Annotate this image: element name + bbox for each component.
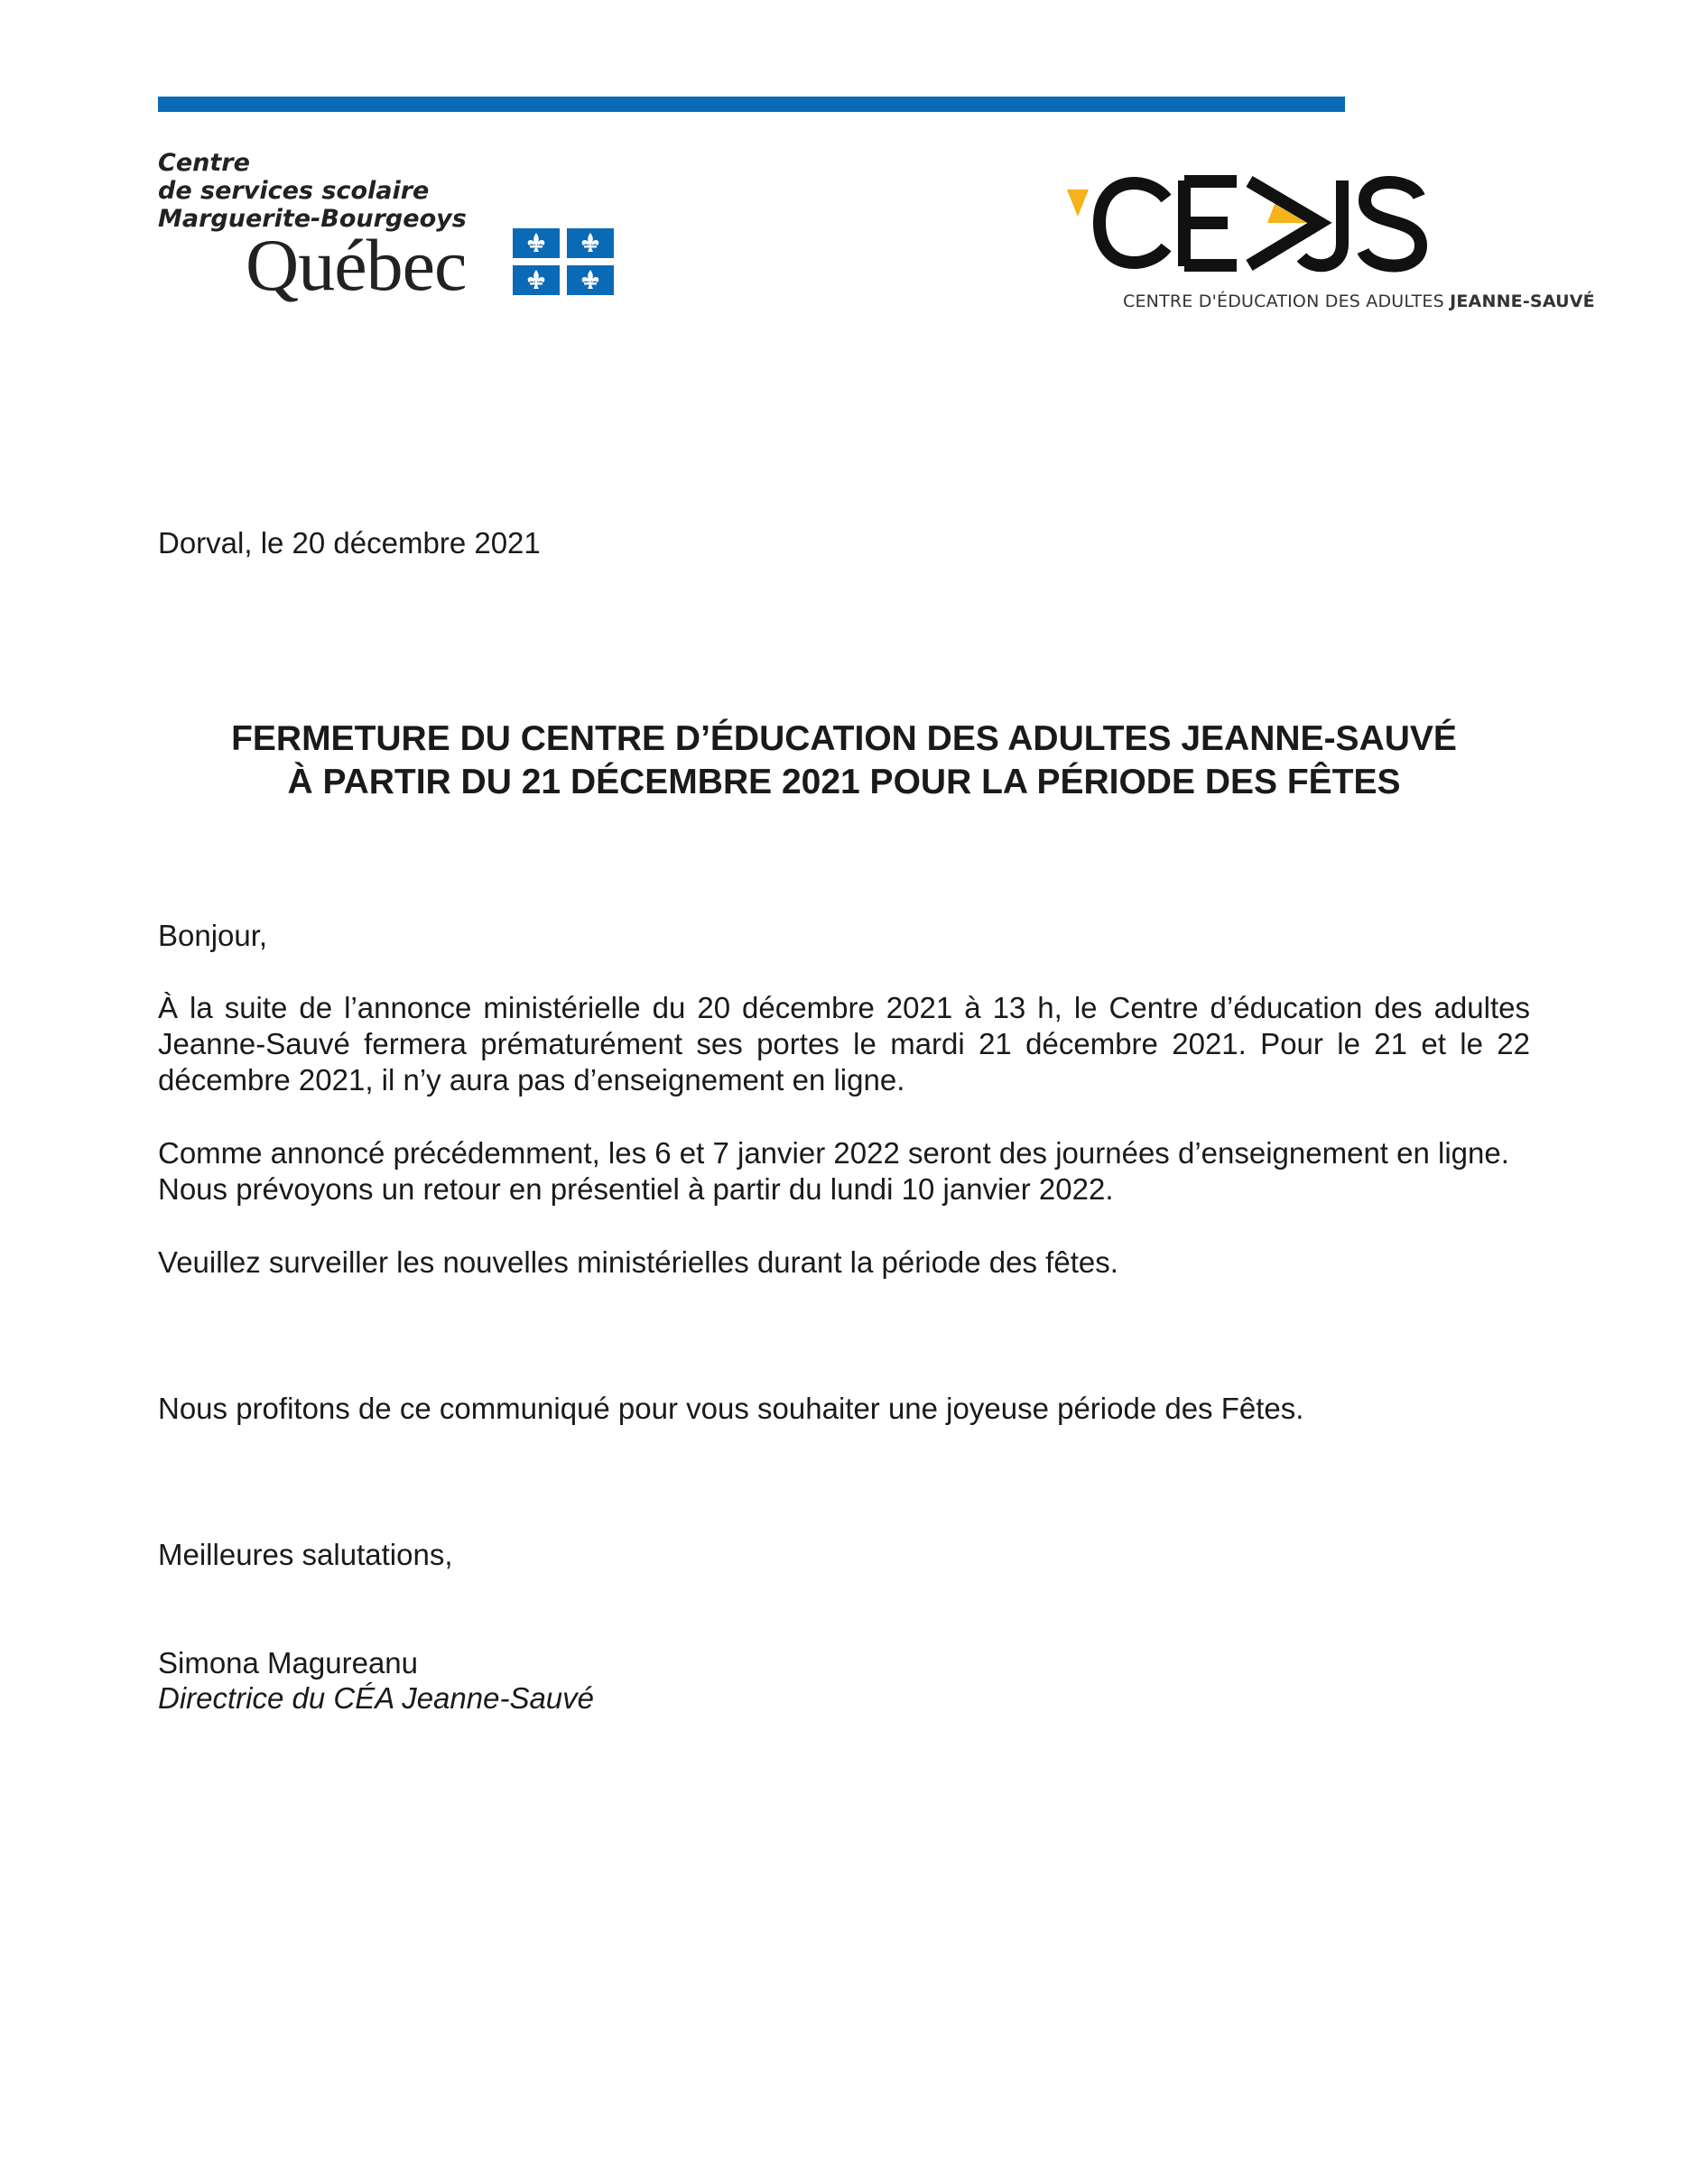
- letter-date: Dorval, le 20 décembre 2021: [158, 526, 541, 560]
- letter-paragraph-2: [158, 1135, 1530, 1208]
- ceajs-tagline-prefix: CENTRE D'ÉDUCATION DES ADULTES: [1123, 292, 1444, 311]
- letter-paragraph-2-line2: Nous prévoyons un retour en présentiel à partir du lundi 10 janvier 2022.: [158, 1172, 1114, 1206]
- letter-paragraph-3: Veuillez surveiller les nouvelles ministérielles durant la période des fêtes.: [158, 1245, 1118, 1279]
- signer-title: Directrice du CÉA Jeanne-Sauvé: [158, 1681, 595, 1715]
- letter-title-line2: À PARTIR DU 21 DÉCEMBRE 2021 POUR LA PÉRIODE DES FÊTES: [287, 763, 1401, 801]
- quebec-fleurdelise-flag-icon: [513, 228, 614, 295]
- org-name-line2: de services scolaire: [158, 177, 430, 205]
- letter-greeting: Bonjour,: [158, 919, 268, 952]
- org-name-line3: Marguerite-Bourgeoys: [158, 205, 467, 233]
- ceajs-logo-mark: [1058, 162, 1500, 298]
- ceajs-logo: [1058, 162, 1595, 325]
- letter-paragraph-4: Nous profitons de ce communiqué pour vous souhaiter une joyeuse période des Fêtes.: [158, 1392, 1304, 1425]
- signer-name: Simona Magureanu: [158, 1646, 419, 1680]
- letter-closing: Meilleures salutations,: [158, 1538, 453, 1571]
- letter-title-line1: FERMETURE DU CENTRE D’ÉDUCATION DES ADULTES JEANNE-SAUVÉ: [231, 719, 1457, 758]
- letter-title: [158, 717, 1530, 804]
- ceajs-tagline: [1123, 292, 1595, 311]
- letter-paragraph-2-line1: Comme annoncé précédemment, les 6 et 7 janvier 2022 seront des journées d’enseignement en ligne.: [158, 1136, 1509, 1170]
- letter-paragraph-1: À la suite de l’annonce ministérielle du 20 décembre 2021 à 13 h, le Centre d’éducation des adultes Jeanne-Sauvé fermera prématurément ses portes le mardi 21 décembre 2021. Pour le 21 et le 22 décembre 2021, il n’y aura pas d’enseignement en ligne.: [158, 991, 1530, 1097]
- cssmb-quebec-logo: [158, 149, 627, 311]
- quebec-wordmark: Québec: [246, 224, 467, 306]
- ceajs-tagline-name: JEANNE-SAUVÉ: [1450, 292, 1595, 311]
- header-blue-bar: [158, 97, 1345, 112]
- org-name-line1: Centre: [158, 149, 250, 177]
